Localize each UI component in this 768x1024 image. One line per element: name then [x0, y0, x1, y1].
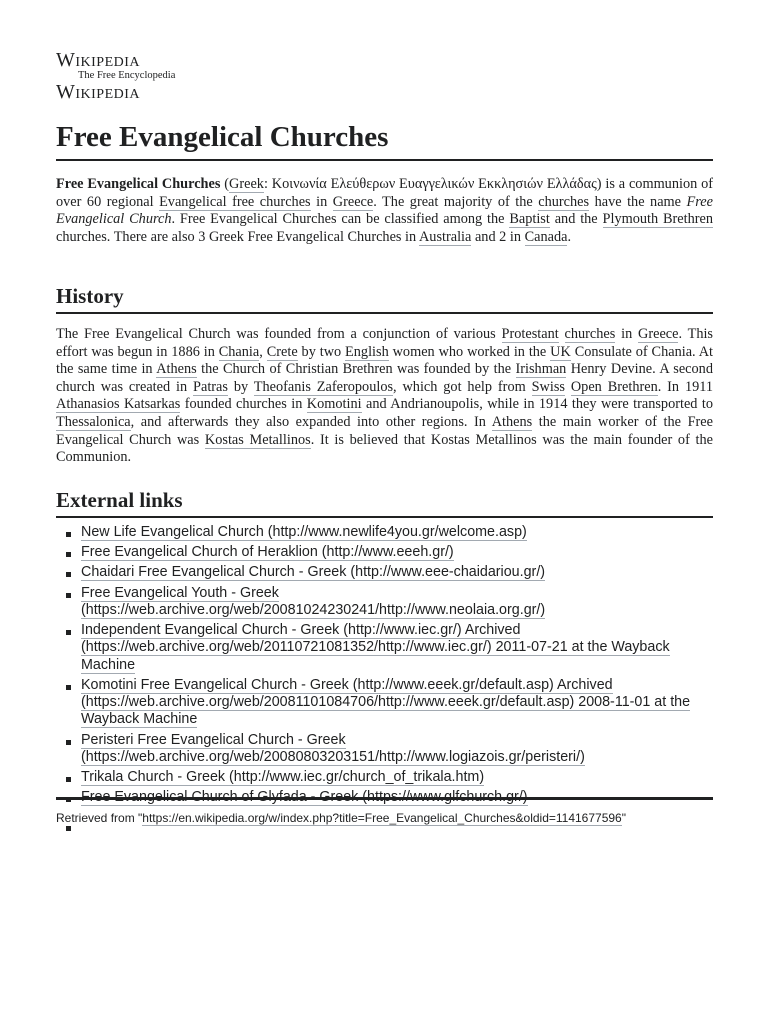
link-athens[interactable]: Athens [491, 413, 533, 430]
history-text: , [259, 343, 267, 360]
intro-text: ( [220, 176, 230, 192]
history-text: the Church of Christian Brethren was founded by the [196, 361, 516, 378]
link-athens[interactable]: Athens [156, 361, 197, 378]
intro-paragraph [56, 176, 713, 246]
history-text: , and afterwards they also expanded into other regions. In [130, 413, 492, 430]
link-canada[interactable]: Canada [524, 228, 568, 245]
list-item[interactable] [56, 622, 713, 674]
link-churches[interactable]: churches [538, 193, 590, 210]
link-greek[interactable]: Greek [229, 176, 264, 192]
history-text: . In 1911 [657, 378, 714, 395]
footer-divider [56, 797, 713, 800]
list-item[interactable] [56, 524, 713, 541]
logo-tagline: The Free Encyclopedia [78, 70, 176, 81]
external-link[interactable]: Peristeri Free Evangelical Church - Greek (https://web.archive.org/web/20080803203151/http://www.logiazois.gr/peristeri/) [81, 731, 585, 765]
section-heading-history: History [56, 282, 713, 314]
history-text: by [227, 378, 254, 395]
history-text: , which got help from [393, 378, 532, 395]
link-thessalonica[interactable]: Thessalonica [56, 413, 131, 430]
link-open-brethren[interactable]: Open Brethren [570, 378, 658, 395]
intro-text: . [567, 228, 572, 245]
external-link[interactable]: New Life Evangelical Church (http://www.newlife4you.gr/welcome.asp) [81, 524, 527, 540]
link-chania[interactable]: Chania [218, 343, 260, 360]
external-link[interactable]: Chaidari Free Evangelical Church - Greek (http://www.eee-chaidariou.gr/) [81, 564, 546, 581]
retrieved-prefix: Retrieved from " [56, 811, 143, 825]
list-item[interactable] [56, 732, 713, 767]
link-greece[interactable]: Greece [638, 326, 679, 342]
intro-text: churches. There are also 3 Greek Free Evangelical Churches in [56, 228, 419, 245]
logo-wordmark: Wikipedia [56, 49, 141, 71]
link-churches[interactable]: churches [564, 326, 616, 342]
external-link[interactable]: Free Evangelical Church of Heraklion (http://www.eeeh.gr/) [81, 544, 454, 561]
history-text: founded churches in [180, 396, 307, 413]
retrieved-from [56, 810, 713, 826]
link-evangelical-free-churches[interactable]: Evangelical free churches [159, 193, 311, 210]
link-athanasios-katsarkas[interactable]: Athanasios Katsarkas [56, 396, 181, 413]
external-link[interactable]: Free Evangelical Youth - Greek (https://web.archive.org/web/20081024230241/http://www.neolaia.org.gr/) [81, 584, 546, 618]
wikipedia-logo[interactable] [56, 50, 196, 102]
history-paragraph [56, 326, 713, 467]
history-text [559, 326, 565, 342]
list-item[interactable] [56, 677, 713, 729]
history-text: and Andrianoupolis, while in 1914 they were transported to [361, 396, 713, 413]
link-swiss[interactable]: Swiss [531, 378, 565, 395]
history-text: in [615, 326, 639, 342]
history-text: Consulate of Chania. At the same time in [56, 343, 713, 378]
external-link[interactable]: Independent Evangelical Church - Greek (http://www.iec.gr/) Archived (https://web.archive.org/web/20110721081352/http://www.iec.gr/) 2011-07-21 at the Wayback Machine [81, 622, 670, 673]
link-patras[interactable]: Patras [193, 378, 228, 395]
logo-wordmark-secondary: Wikipedia [56, 81, 141, 103]
section-heading-external-links: External links [56, 486, 713, 518]
intro-text: . The great majority of the [373, 193, 539, 210]
link-komotini[interactable]: Komotini [306, 396, 362, 413]
intro-text: : Κοινωνία Ελεύθερων Ευαγγελικών Εκκλησιών Ελλάδας) is a communion of over 60 regional [56, 176, 714, 210]
link-kostas-metallinos[interactable]: Kostas Metallinos [204, 431, 311, 448]
retrieved-suffix: " [621, 811, 626, 825]
history-text: . It is believed that Kostas Metallinos was the main founder of the Communion. [56, 431, 713, 466]
link-english[interactable]: English [345, 343, 389, 360]
link-theofanis-zaferopoulos[interactable]: Theofanis Zaferopoulos [253, 378, 394, 395]
intro-text: have the name [589, 193, 687, 210]
intro-text: . Free Evangelical Churches can be classified among the [171, 211, 510, 228]
history-text: The Free Evangelical Church was founded from a conjunction of various [56, 326, 502, 342]
history-text: the main worker of the Free Evangelical Church was [56, 413, 713, 448]
history-text [565, 379, 571, 395]
link-greece[interactable]: Greece [332, 193, 374, 210]
link-crete[interactable]: Crete [266, 343, 298, 360]
list-item[interactable] [56, 769, 713, 786]
link-irishman[interactable]: Irishman [515, 361, 567, 378]
external-link[interactable]: Trikala Church - Greek (http://www.iec.gr/church_of_trikala.htm) [81, 769, 485, 786]
history-text: by two [297, 343, 346, 360]
permanent-link[interactable]: https://en.wikipedia.org/w/index.php?title=Free_Evangelical_Churches&oldid=1141677596 [142, 811, 622, 825]
intro-text: in [310, 193, 333, 210]
link-protestant[interactable]: Protestant [501, 326, 559, 342]
intro-bold-term: Free Evangelical Churches [56, 176, 221, 192]
link-plymouth-brethren[interactable]: Plymouth Brethren [602, 211, 713, 228]
external-link[interactable]: Komotini Free Evangelical Church - Greek (http://www.eeek.gr/default.asp) Archived (https://web.archive.org/web/20081101084706/http://www.eeek.gr/default.asp) 2008-11-01 at the Wayback Machine [81, 676, 691, 728]
history-text: Henry Devine. A second church was created in [56, 361, 713, 395]
list-item[interactable] [56, 544, 713, 561]
link-uk[interactable]: UK [550, 343, 571, 360]
list-item[interactable] [56, 585, 713, 620]
empty-list-bullet [66, 826, 71, 831]
intro-text: and 2 in [471, 228, 525, 245]
intro-text: and the [549, 211, 603, 228]
intro-italic: Free Evangelical Church [56, 193, 713, 228]
history-text: women who worked in the [388, 343, 551, 360]
list-item[interactable] [56, 564, 713, 581]
link-australia[interactable]: Australia [418, 228, 472, 245]
history-text: . This effort was begun in 1886 in [56, 326, 714, 360]
external-links-list [56, 524, 713, 809]
page-title: Free Evangelical Churches [56, 119, 713, 161]
link-baptist[interactable]: Baptist [509, 211, 550, 228]
